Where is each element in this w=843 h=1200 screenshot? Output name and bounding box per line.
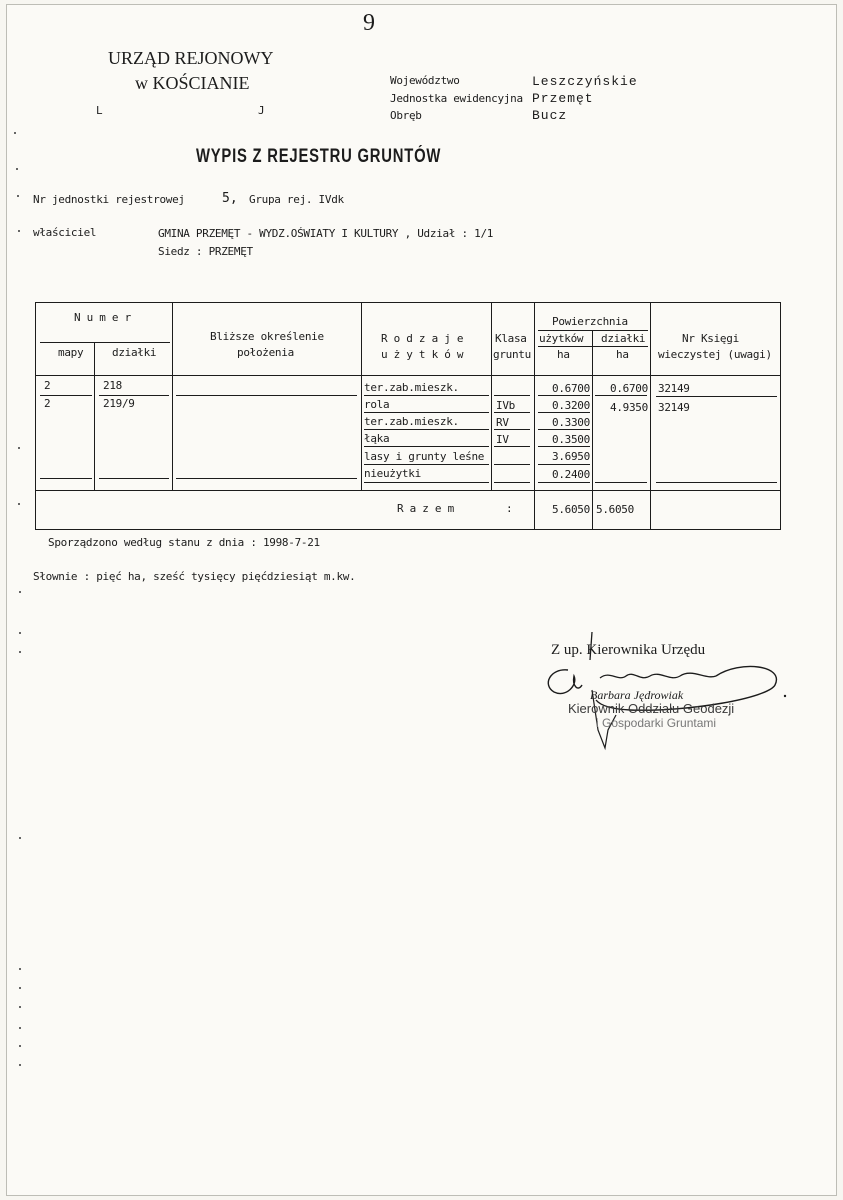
parcel-number-1: 218 — [103, 379, 122, 392]
parcel-book-2: 32149 — [658, 401, 690, 414]
owner-name: GMINA PRZEMĘT - WYDZ.OŚWIATY I KULTURY , Udział : 1/1 — [158, 227, 494, 240]
corner-mark-left: L — [96, 104, 103, 117]
total-colon: : — [506, 502, 513, 515]
header-ksiega: Nr Księgi — [682, 332, 739, 345]
margin-speck — [18, 503, 20, 505]
margin-speck — [19, 1006, 21, 1008]
parcel-number-2: 219/9 — [103, 397, 135, 410]
use-area: 0.3200 — [552, 399, 590, 412]
margin-speck — [14, 132, 16, 134]
margin-speck — [18, 230, 20, 232]
area-in-words: Słownie : pięć ha, sześć tysięcy pięćdziesiąt m.kw. — [33, 570, 356, 583]
parcel-book-1: 32149 — [658, 382, 690, 395]
document-page — [6, 4, 837, 1196]
total-area-uses: 5.6050 — [552, 503, 590, 516]
header-ha-dzialki: ha — [616, 348, 629, 361]
header-area-uzytkow: użytków — [539, 332, 584, 345]
margin-speck — [19, 591, 21, 593]
header-ha-uzytkow: ha — [557, 348, 570, 361]
margin-speck — [19, 1027, 21, 1029]
unit-label: Jednostka ewidencyjna — [390, 92, 523, 105]
precinct-value: Bucz — [532, 108, 568, 123]
margin-speck — [19, 1064, 21, 1066]
margin-speck — [19, 651, 21, 653]
header-gruntu: gruntu — [493, 348, 531, 361]
office-name: URZĄD REJONOWY — [108, 48, 274, 68]
signatory-name: Barbara Jędrowiak — [590, 688, 684, 702]
owner-seat: Siedz : PRZEMĘT — [158, 245, 253, 258]
header-polozenia: położenia — [237, 346, 294, 359]
voivodeship-label: Województwo — [390, 74, 460, 87]
margin-speck — [16, 168, 18, 170]
prepared-date: Sporządzono według stanu z dnia : 1998-7-21 — [48, 536, 320, 549]
header-uzytkow: u ż y t k ó w — [381, 348, 464, 361]
voivodeship-value: Leszczyńskie — [532, 74, 638, 89]
use-type: ter.zab.mieszk. — [364, 381, 459, 394]
use-area: 0.2400 — [552, 468, 590, 481]
stamp-title: Kierownik Oddziału Geodezji — [568, 701, 735, 716]
margin-speck — [19, 968, 21, 970]
use-type: łąka — [364, 432, 390, 445]
use-area: 3.6950 — [552, 450, 590, 463]
margin-speck — [19, 1045, 21, 1047]
stamp-department: i Gospodarki Gruntami — [596, 716, 717, 730]
margin-speck — [17, 195, 19, 197]
header-numer: N u m e r — [74, 311, 131, 324]
use-type: ter.zab.mieszk. — [364, 415, 459, 428]
total-label: R a z e m — [397, 502, 454, 515]
registry-group: Grupa rej. IVdk — [249, 193, 344, 206]
header-klasa: Klasa — [495, 332, 527, 345]
use-type: nieużytki — [364, 467, 421, 480]
header-area-dzialki: działki — [601, 332, 646, 345]
use-area: 0.6700 — [552, 382, 590, 395]
registry-number: 5, — [222, 191, 238, 206]
use-class: IV — [496, 433, 509, 446]
corner-mark-right: J — [258, 104, 265, 117]
owner-label: właściciel — [33, 226, 97, 239]
registry-label: Nr jednostki rejestrowej — [33, 193, 185, 206]
use-type: rola — [364, 398, 390, 411]
parcel-map-1: 2 — [44, 379, 51, 392]
use-class: RV — [496, 416, 509, 429]
header-rodzaje: R o d z a j e — [381, 332, 464, 345]
use-area: 0.3300 — [552, 416, 590, 429]
parcel-map-2: 2 — [44, 397, 51, 410]
use-type: lasy i grunty leśne — [364, 450, 485, 463]
header-powierzchnia: Powierzchnia — [552, 315, 628, 328]
header-wieczystej: wieczystej (uwagi) — [658, 348, 772, 361]
margin-speck — [18, 447, 20, 449]
parcel-area-1: 0.6700 — [610, 382, 648, 395]
parcel-area-2: 4.9350 — [610, 401, 648, 414]
header-dzialki: działki — [112, 346, 157, 359]
document-title: WYPIS Z REJESTRU GRUNTÓW — [196, 146, 442, 167]
use-area: 0.3500 — [552, 433, 590, 446]
use-class: IVb — [496, 399, 515, 412]
margin-speck — [19, 987, 21, 989]
header-mapy: mapy — [58, 346, 84, 359]
total-area-parcels: 5.6050 — [596, 503, 634, 516]
header-blizsze: Bliższe określenie — [210, 330, 324, 343]
office-city: w KOŚCIANIE — [135, 73, 250, 93]
precinct-label: Obręb — [390, 109, 422, 122]
stamp-authorization: Z up. Kierownika Urzędu — [551, 642, 706, 658]
margin-speck — [19, 632, 21, 634]
unit-value: Przemęt — [532, 91, 594, 106]
page-number: 9 — [363, 10, 375, 36]
margin-speck — [19, 837, 21, 839]
